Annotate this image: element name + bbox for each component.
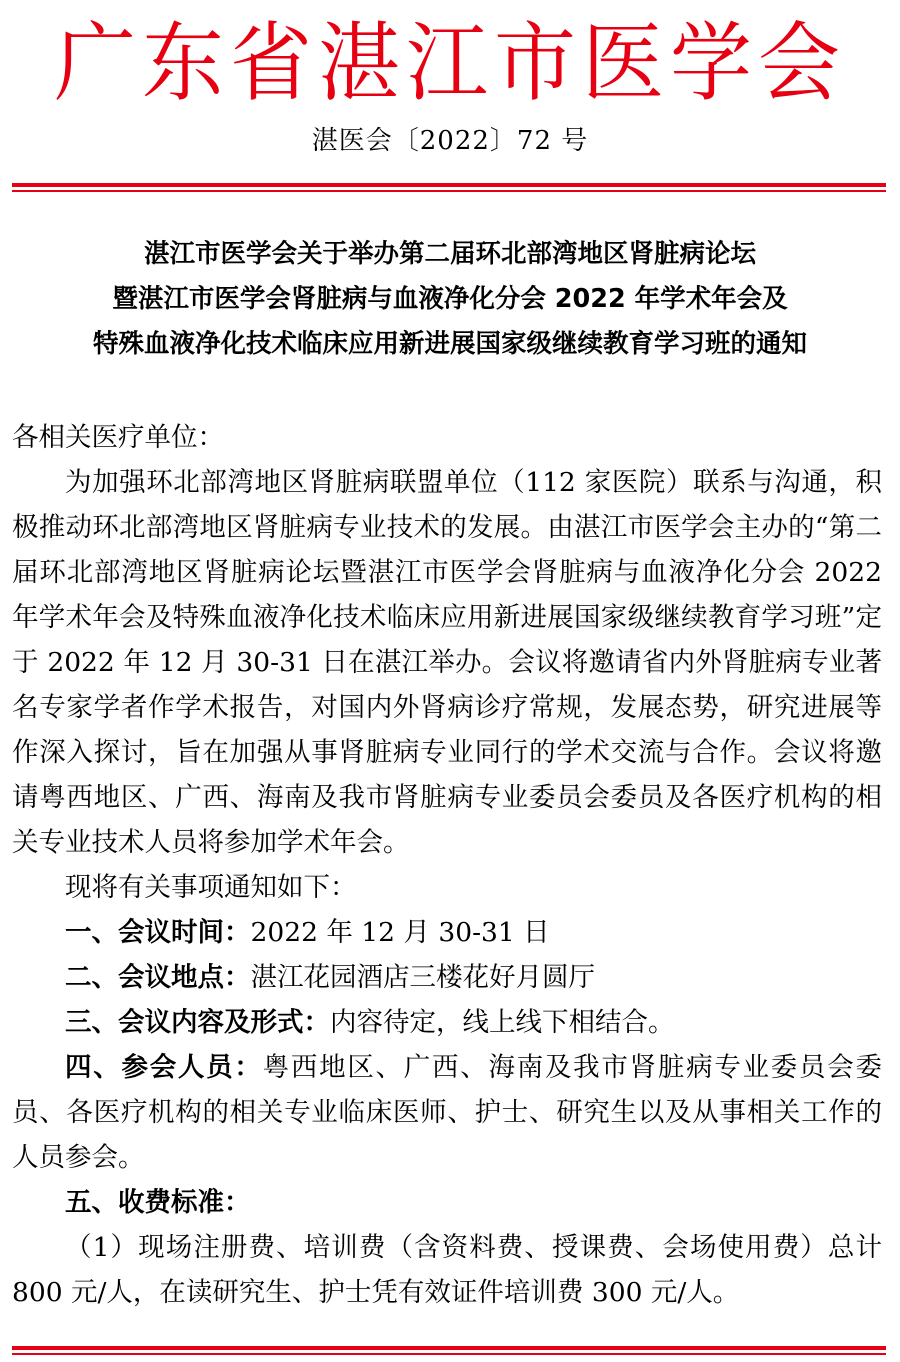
red-rule-bottom-thin	[12, 1353, 886, 1355]
intro-paragraph: 为加强环北部湾地区肾脏病联盟单位（112 家医院）联系与沟通，积极推动环北部湾地区肾脏病专业技术的发展。由湛江市医学会主办的“第二届环北部湾地区肾脏病论坛暨湛江市医学会肾脏病与血液净化分会 2022 年学术年会及特殊血液净化技术临床应用新进展国家级继续教育学习班”定于 2022 年 12 月 30-31 日在湛江举办。会议将邀请省内外肾脏病专业著名专家学者作学术报告，对国内外肾病诊疗常规，发展态势，研究进展等作深入探讨，旨在加强从事肾脏病专业同行的学术交流与合作。会议将邀请粤西地区、广西、海南及我市肾脏病专业委员会委员及各医疗机构的相关专业技术人员将参加学术年会。	[12, 467, 882, 858]
item-label: 四、参会人员：	[65, 1052, 263, 1083]
item-meeting-venue	[12, 955, 882, 1000]
item-meeting-time	[12, 910, 882, 955]
title-line-1: 湛江市医学会关于举办第二届环北部湾地区肾脏病论坛	[143, 239, 756, 269]
salutation: 各相关医疗单位：	[12, 422, 224, 453]
item-label: 二、会议地点：	[65, 962, 251, 993]
red-rule-top-thin	[12, 190, 886, 192]
item-text: 2022 年 12 月 30-31 日	[250, 917, 550, 948]
item-text: 内容待定，线上线下相结合。	[330, 1007, 675, 1038]
item-text: 粤西地区、广西、海南及我市肾脏病专业委员会委员、各医疗机构的相关专业临床医师、护士、研究生以及从事相关工作的人员参会。	[12, 1052, 882, 1173]
org-name: 广东省湛江市医学会	[53, 13, 846, 114]
item-attendees	[12, 1045, 882, 1180]
notice-lead: 现将有关事项通知如下：	[65, 872, 357, 903]
item-text: 湛江花园酒店三楼花好月圆厅	[250, 962, 595, 993]
document-number: 湛医会〔2022〕72 号	[311, 126, 589, 156]
title-line-3: 特殊血液净化技术临床应用新进展国家级继续教育学习班的通知	[92, 329, 807, 359]
item-label: 一、会议时间：	[65, 917, 251, 948]
document-body	[12, 415, 882, 1315]
item-label: 五、收费标准：	[65, 1187, 251, 1218]
item-meeting-content	[12, 1000, 882, 1045]
item-fees	[12, 1180, 882, 1225]
item-label: 三、会议内容及形式：	[65, 1007, 330, 1038]
org-masthead	[0, 0, 900, 112]
red-rule-top-thick	[12, 183, 886, 187]
red-rule-bottom-thick	[12, 1346, 886, 1350]
title-line-2: 暨湛江市医学会肾脏病与血液净化分会 2022 年学术年会及	[112, 284, 788, 314]
fee-detail: （1）现场注册费、培训费（含资料费、授课费、会场使用费）总计 800 元/人，在读研究生、护士凭有效证件培训费 300 元/人。	[12, 1232, 882, 1308]
